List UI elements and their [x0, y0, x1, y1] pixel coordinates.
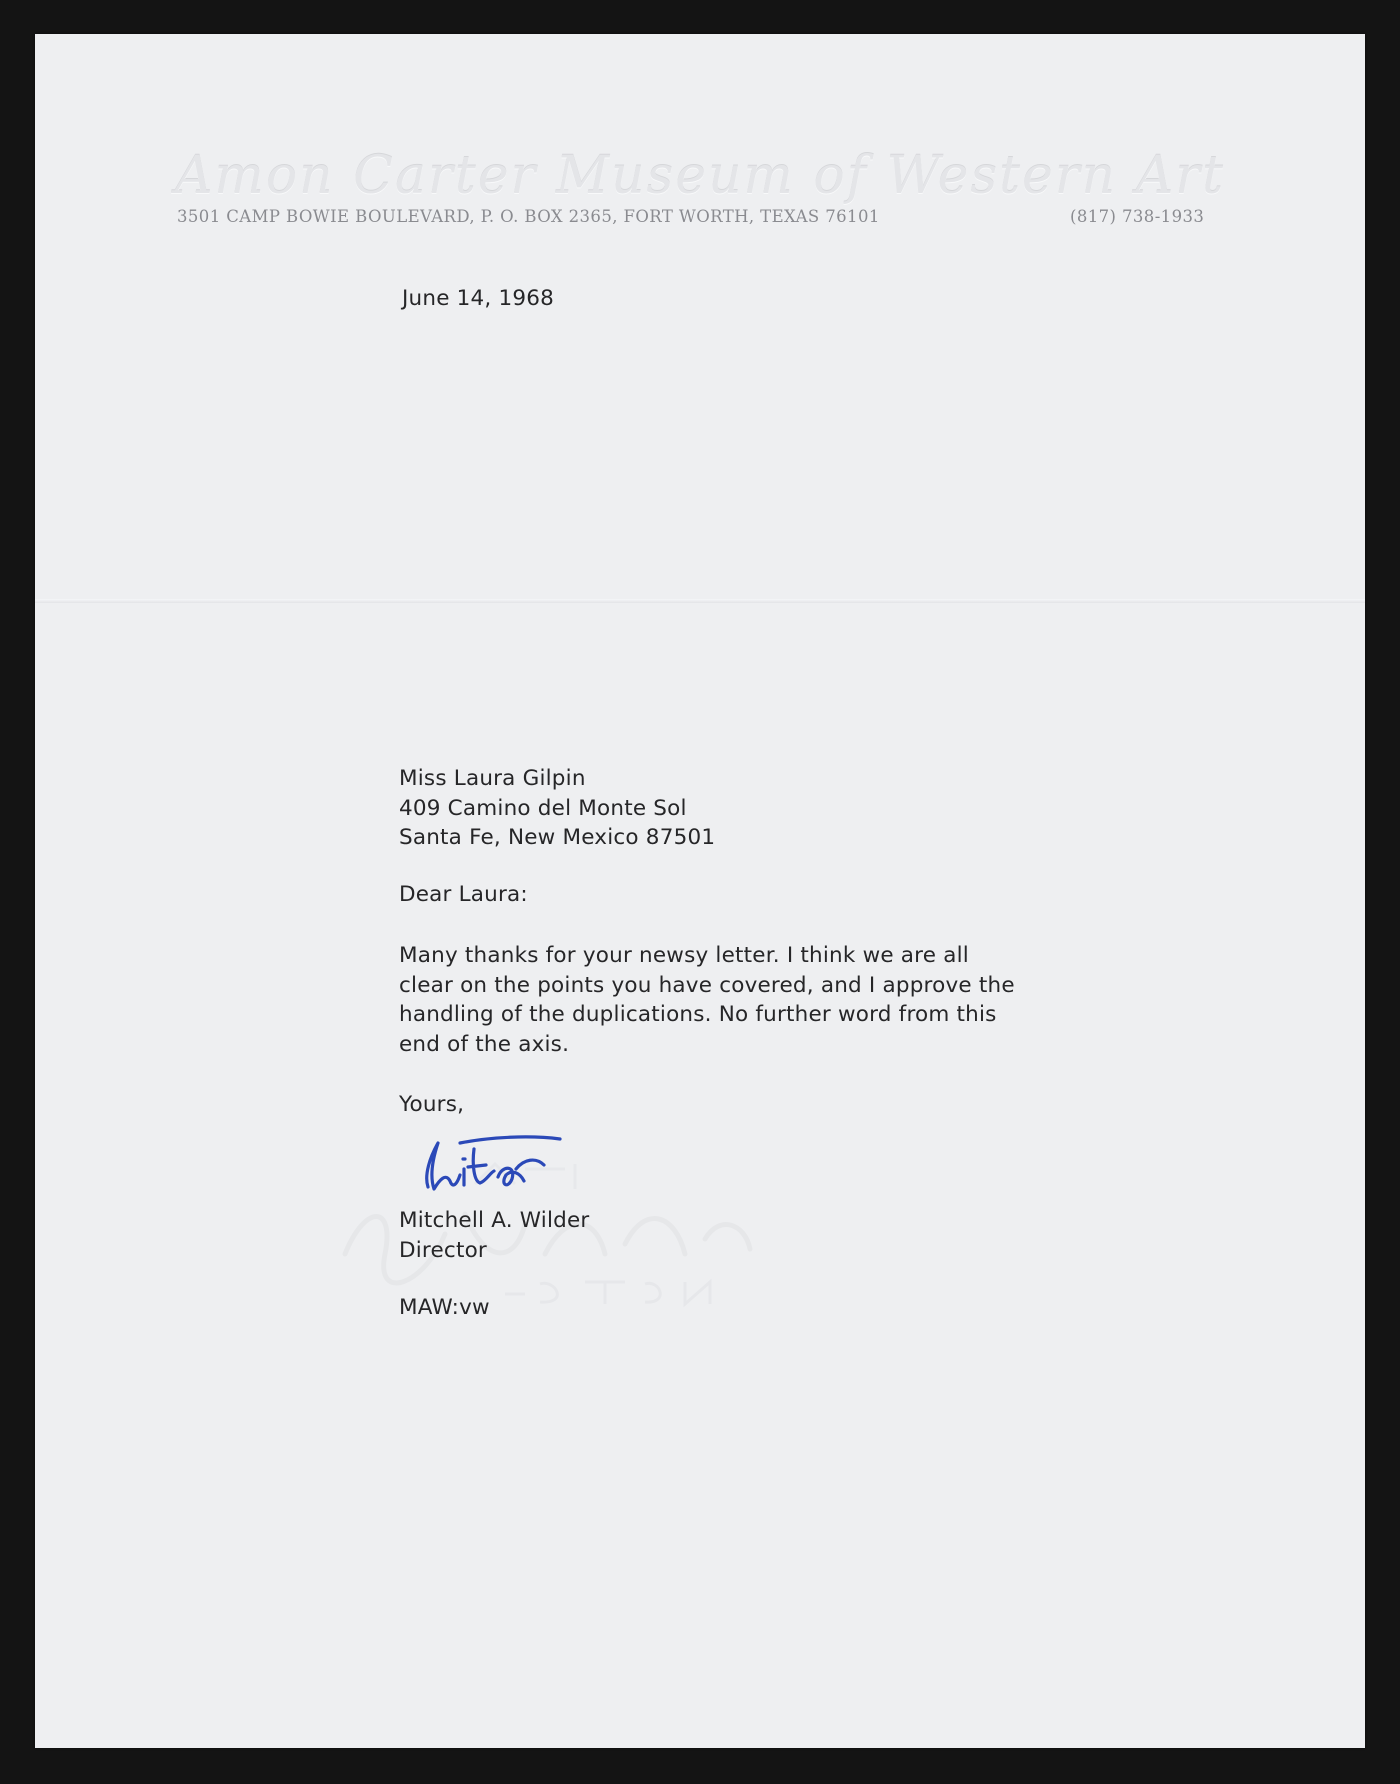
body-line: clear on the points you have covered, and I approve the [399, 972, 1015, 998]
signature-block [399, 1206, 589, 1265]
handwritten-signature-icon [420, 1129, 570, 1201]
letterhead-address: 3501 CAMP BOWIE BOULEVARD, P. O. BOX 2365, FORT WORTH, TEXAS 76101 [177, 207, 880, 226]
reference-initials: MAW:vw [399, 1295, 490, 1320]
letterhead-phone: (817) 738-1933 [1070, 207, 1205, 226]
body-line: end of the axis. [399, 1031, 570, 1057]
signer-name: Mitchell A. Wilder [399, 1208, 590, 1233]
letter-page [35, 34, 1365, 1748]
recipient-name: Miss Laura Gilpin [399, 766, 586, 791]
salutation: Dear Laura: [399, 882, 528, 907]
body-line: Many thanks for your newsy letter. I think we are all [399, 943, 969, 968]
letter-body [399, 941, 1015, 1059]
signer-title: Director [399, 1237, 487, 1263]
letter-date: June 14, 1968 [402, 286, 554, 311]
complimentary-closing: Yours, [399, 1092, 465, 1117]
body-line: handling of the duplications. No further word from this [399, 1002, 997, 1027]
recipient-street: 409 Camino del Monte Sol [399, 795, 687, 821]
letterhead-institution-name: Amon Carter Museum of Western Art [174, 146, 1225, 206]
paper-fold [35, 599, 1365, 603]
recipient-address-block [399, 764, 715, 853]
recipient-city: Santa Fe, New Mexico 87501 [399, 825, 716, 850]
